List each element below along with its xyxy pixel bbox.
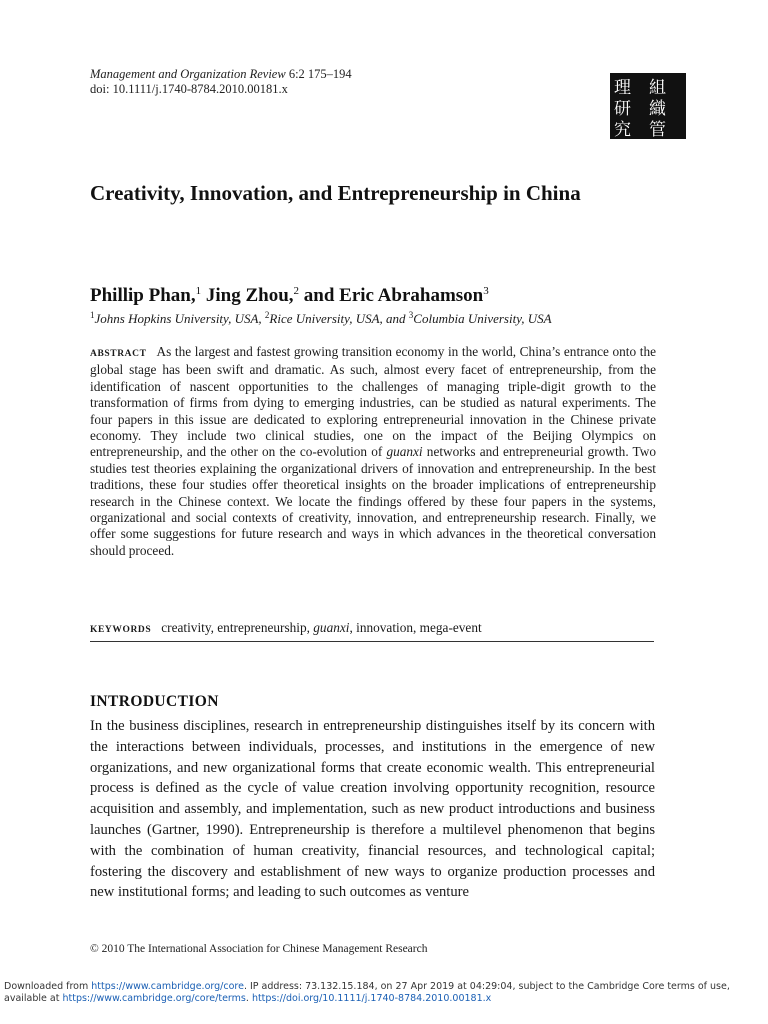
author-name: Jing Zhou, [205,285,294,306]
author-list [90,284,710,308]
keywords-italic-term: guanxi [313,620,350,635]
affiliation-mark: 1 [90,310,95,320]
journal-logo [610,73,686,139]
keywords-part-2: , innovation, mega-event [349,620,482,635]
author-name: Phillip Phan, [90,285,196,306]
logo-char-1: 理 [614,78,631,98]
copyright-notice: © 2010 The International Association for Chinese Management Research [90,943,428,955]
abstract [90,344,656,559]
author-affiliation-mark: 3 [483,285,489,297]
download-notice-separator: . [245,993,249,1005]
download-notice [4,981,764,1006]
article-title: Creativity, Innovation, and Entrepreneurship in China [90,181,581,205]
keywords-part-1: creativity, entrepreneurship, [161,620,310,635]
logo-char-2: 組 [649,78,666,98]
journal-name: Management and Organization Review [90,67,286,81]
abstract-text-part-1: As the largest and fastest growing transition economy in the world, China’s entrance onto the global stage has been swift and dramatic. As such, almost every facet of entrepreneurship, from the identification of nascent opportunities to the challenges of managing triple-digit growth to the transformation of firms from dying to emerging industries, can be studied as natural experiments. The four papers in this issue are dedicated to exploring entrepreneurial innovation in the Chinese private economy. They include two clinical studies, one on the impact of the Beijing Olympics on entrepreneurship, and the other on the co-evolution of [90,344,656,460]
logo-char-5: 究 [614,120,631,139]
logo-char-6: 管 [649,120,666,139]
download-notice-middle: . IP address: 73.132.15.184, on 27 Apr 2019 at 04:29:04, subject to the Cambridge Core terms of use, available at [4,981,730,1005]
affiliation-mark: 2 [264,310,270,320]
abstract-italic-term: guanxi [386,444,423,460]
cambridge-terms-link[interactable]: https://www.cambridge.org/core/terms [62,993,246,1005]
affiliation-text: Johns Hopkins University, USA, [94,311,262,326]
author-separator: and [303,285,335,306]
keywords-divider [90,641,654,642]
journal-doi: doi: 10.1111/j.1740-8784.2010.00181.x [90,82,288,96]
affiliation-text: Rice University, USA, and [269,311,406,326]
introduction-paragraph: In the business disciplines, research in entrepreneurship distinguishes itself by its concern with the interactions between individuals, processes, and institutions in the emergence of new organizations, and new organizational forms that create economic wealth. This entrepreneurial process is defined as the cycle of value creation involving opportunity recognition, resource acquisition and assembly, and implementation, such as new product introductions and business launches (Gartner, 1990). Entrepreneurship is therefore a multilevel phenomenon that begins with the combination of human creativity, financial resources, and technological capital; fostering the discovery and establishment of new ways to organize production processes and new institutional forms; and leading to such outcomes as venture [90,718,655,901]
author-affiliation-mark: 2 [293,285,300,297]
logo-char-3: 研 [614,99,631,119]
doi-link[interactable]: https://doi.org/10.1111/j.1740-8784.2010.00181.x [251,993,492,1005]
abstract-label: ABSTRACT [90,349,147,359]
author-affiliation-mark: 1 [195,285,202,297]
journal-citation-line [90,67,352,82]
abstract-text-part-2: networks and entrepreneurial growth. Two studies test theories explaining the organizational drivers of innovation and entrepreneurship. In the best traditions, these four studies offer theoretical insights on the broader implications of entrepreneurship research in the Chinese context. We locate the findings offered by these four papers in the systems, organizational and social contexts of creativity, innovation, and entrepreneurship research. Finally, we offer some suggestions for future research and ways in which advances in the theoretical conversation should proceed. [90,444,656,558]
download-notice-prefix: Downloaded from [4,981,89,992]
journal-reference [90,67,352,97]
journal-volume-pages: 6:2 175–194 [288,67,352,81]
cambridge-core-link[interactable]: https://www.cambridge.org/core [91,981,244,992]
keywords [90,620,656,638]
logo-char-4: 織 [649,99,666,119]
author-name: Eric Abrahamson [339,285,484,306]
section-heading-introduction: INTRODUCTION [90,693,219,710]
affiliation-text: Columbia University, USA [413,311,552,326]
affiliation-mark: 3 [408,310,414,320]
affiliations [90,311,710,327]
keywords-label: KEYWORDS [90,625,152,635]
